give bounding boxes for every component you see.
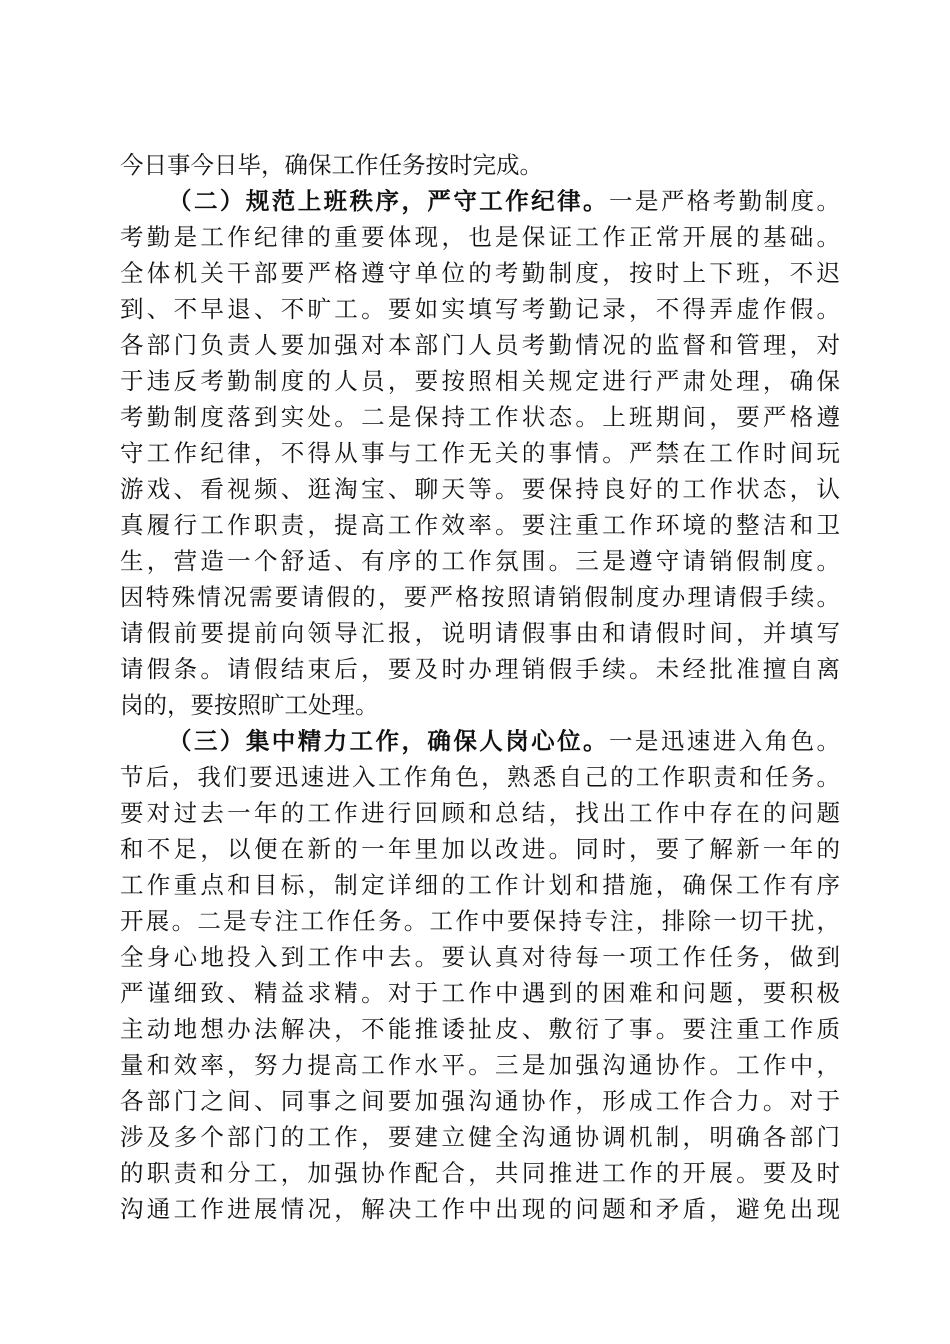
line-text: 各部门之间、同事之间要加强沟通协作，形成工作合力。对于 — [120, 1087, 840, 1115]
paragraph-line — [120, 939, 840, 975]
paragraph-line — [120, 615, 840, 651]
line-text: 开展。二是专注工作任务。工作中要保持专注，排除一切干扰， — [120, 907, 840, 935]
paragraph-line — [120, 1047, 840, 1083]
line-text: 沟通工作进展情况，解决工作中出现的问题和矛盾，避免出现 — [120, 1195, 840, 1223]
section-heading-line — [120, 723, 840, 759]
line-text: 全身心地投入到工作中去。要认真对待每一项工作任务，做到 — [120, 943, 840, 971]
paragraph-line — [120, 1011, 840, 1047]
paragraph-line — [120, 1083, 840, 1119]
paragraph-line — [120, 1119, 840, 1155]
line-text: 严谨细致、精益求精。对于工作中遇到的困难和问题，要积极 — [120, 979, 840, 1007]
paragraph-line — [120, 255, 840, 291]
paragraph-line — [120, 795, 840, 831]
section-heading-line — [120, 183, 840, 219]
line-text: 一是严格考勤制度。 — [608, 187, 841, 215]
line-text: 今日事今日毕，确保工作任务按时完成。 — [120, 151, 543, 179]
line-text: 考勤制度落到实处。二是保持工作状态。上班期间，要严格遵 — [120, 403, 840, 431]
line-text: 涉及多个部门的工作，要建立健全沟通协调机制，明确各部门 — [120, 1123, 840, 1151]
line-text: 全体机关干部要严格遵守单位的考勤制度，按时上下班，不迟 — [120, 259, 840, 287]
paragraph-line — [120, 867, 840, 903]
line-text: 请假前要提前向领导汇报，说明请假事由和请假时间，并填写 — [120, 619, 840, 647]
line-text: 和不足，以便在新的一年里加以改进。同时，要了解新一年的 — [120, 835, 840, 863]
line-text: 岗的，要按照旷工处理。 — [120, 691, 379, 719]
paragraph-line — [120, 1155, 840, 1191]
paragraph-line — [120, 579, 840, 615]
paragraph-line — [120, 147, 840, 183]
paragraph-line — [120, 291, 840, 327]
paragraph-line — [120, 687, 840, 723]
line-text: 生，营造一个舒适、有序的工作氛围。三是遵守请销假制度。 — [120, 547, 840, 575]
section-heading: （三）集中精力工作，确保人岗心位。 — [168, 727, 609, 755]
line-text: 主动地想办法解决，不能推诿扯皮、敷衍了事。要注重工作质 — [120, 1015, 840, 1043]
paragraph-line — [120, 507, 840, 543]
line-text: 考勤是工作纪律的重要体现，也是保证工作正常开展的基础。 — [120, 223, 840, 251]
line-text: 请假条。请假结束后，要及时办理销假手续。未经批准擅自离 — [120, 655, 840, 683]
section-heading: （二）规范上班秩序，严守工作纪律。 — [168, 187, 609, 215]
paragraph-line — [120, 435, 840, 471]
paragraph-line — [120, 219, 840, 255]
paragraph-line — [120, 975, 840, 1011]
line-text: 节后，我们要迅速进入工作角色，熟悉自己的工作职责和任务。 — [120, 763, 840, 791]
paragraph-line — [120, 327, 840, 363]
paragraph-line — [120, 759, 840, 795]
line-text: 守工作纪律，不得从事与工作无关的事情。严禁在工作时间玩 — [120, 439, 840, 467]
line-text: 因特殊情况需要请假的，要严格按照请销假制度办理请假手续。 — [120, 583, 840, 611]
paragraph-line — [120, 1191, 840, 1227]
line-text: 一是迅速进入角色。 — [608, 727, 841, 755]
line-text: 的职责和分工，加强协作配合，共同推进工作的开展。要及时 — [120, 1159, 840, 1187]
line-text: 量和效率，努力提高工作水平。三是加强沟通协作。工作中， — [120, 1051, 840, 1079]
line-text: 工作重点和目标，制定详细的工作计划和措施，确保工作有序 — [120, 871, 840, 899]
document-body — [120, 147, 840, 1227]
line-text: 游戏、看视频、逛淘宝、聊天等。要保持良好的工作状态，认 — [120, 475, 840, 503]
line-text: 真履行工作职责，提高工作效率。要注重工作环境的整洁和卫 — [120, 511, 840, 539]
paragraph-line — [120, 903, 840, 939]
paragraph-line — [120, 363, 840, 399]
line-text: 到、不早退、不旷工。要如实填写考勤记录，不得弄虚作假。 — [120, 295, 840, 323]
paragraph-line — [120, 543, 840, 579]
paragraph-line — [120, 831, 840, 867]
line-text: 各部门负责人要加强对本部门人员考勤情况的监督和管理，对 — [120, 331, 840, 359]
line-text: 于违反考勤制度的人员，要按照相关规定进行严肃处理，确保 — [120, 367, 840, 395]
paragraph-line — [120, 651, 840, 687]
paragraph-line — [120, 471, 840, 507]
line-text: 要对过去一年的工作进行回顾和总结，找出工作中存在的问题 — [120, 799, 840, 827]
paragraph-line — [120, 399, 840, 435]
